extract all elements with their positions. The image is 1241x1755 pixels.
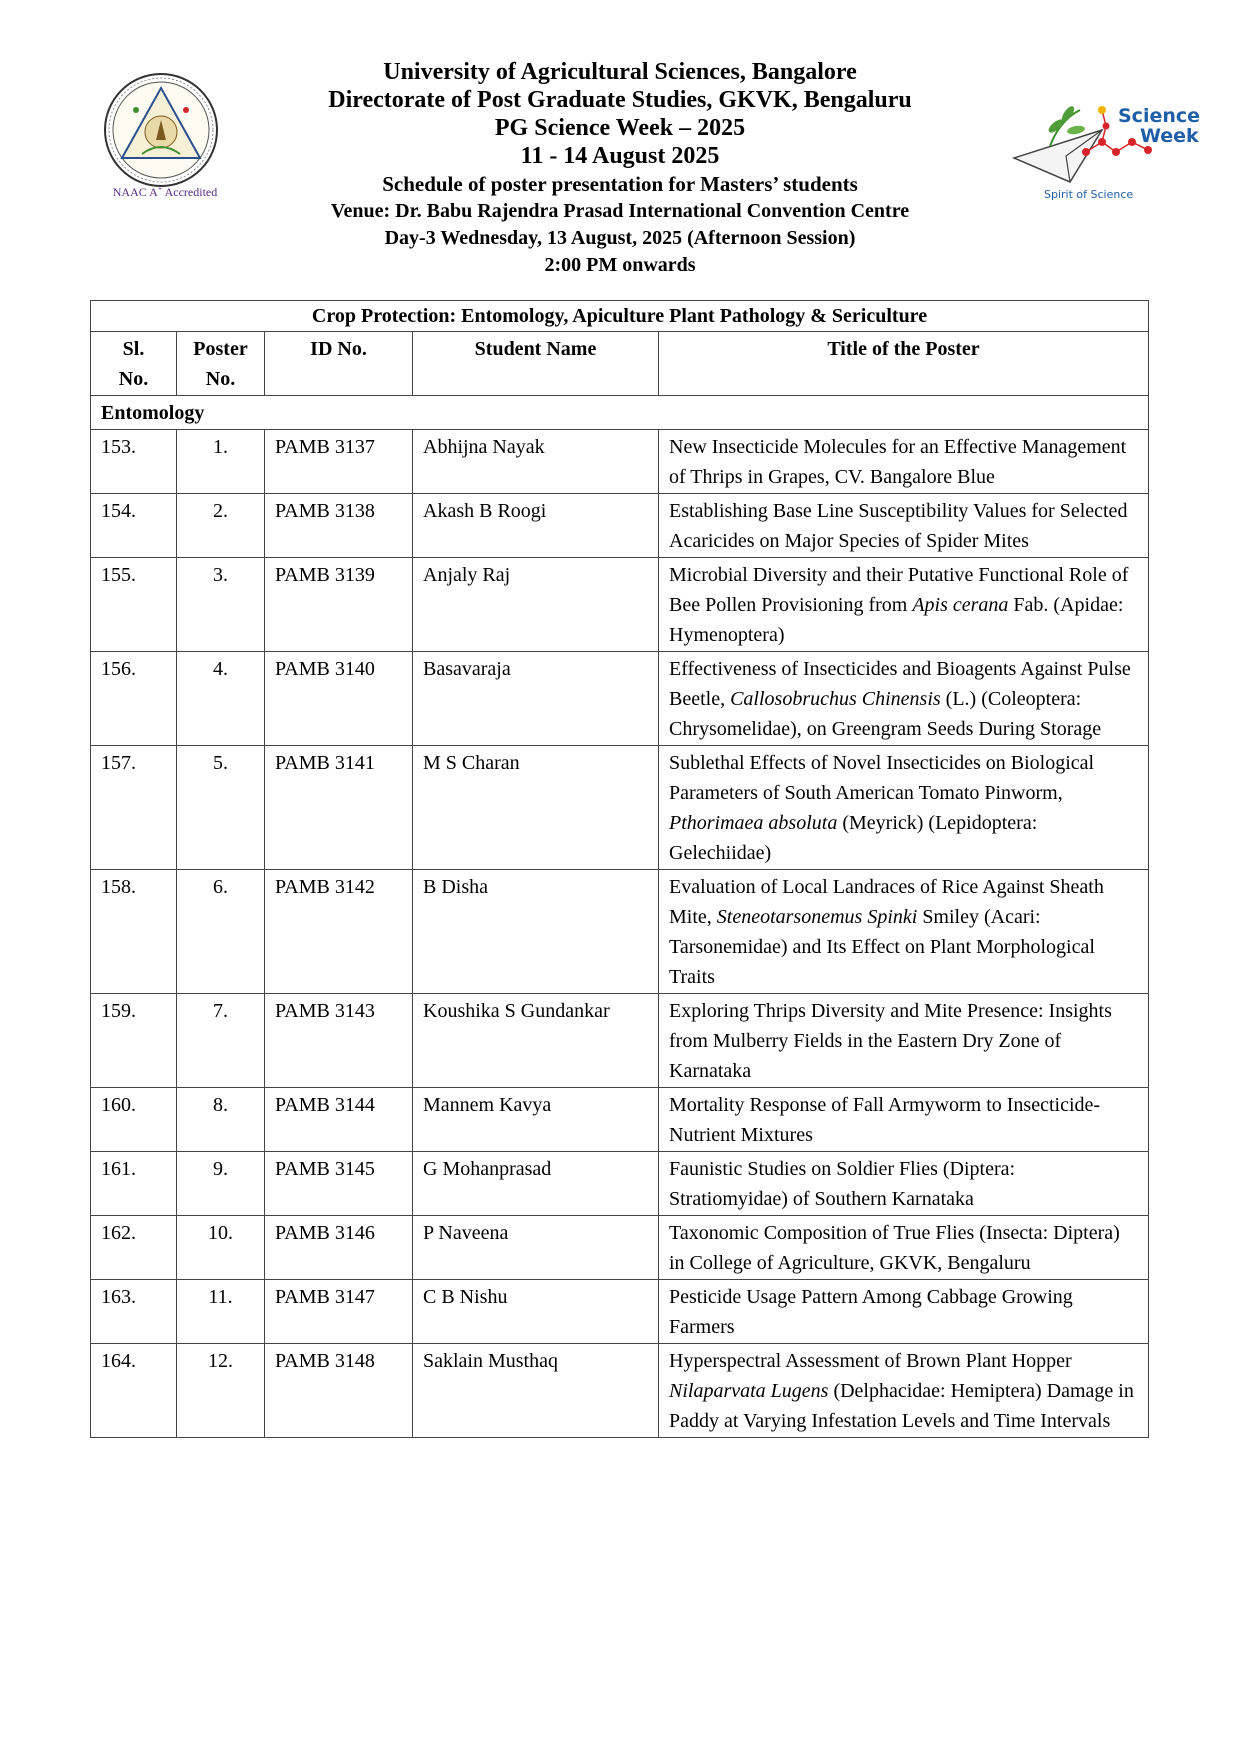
- table-caption-row: [91, 301, 1149, 332]
- sl-no-cell: 155.: [91, 558, 177, 652]
- section-row: [91, 396, 1149, 430]
- student-name-cell: M S Charan: [413, 746, 659, 870]
- poster-title-cell: Exploring Thrips Diversity and Mite Presence: Insights from Mulberry Fields in the Eastern Dry Zone of Karnataka: [659, 994, 1149, 1088]
- poster-title-cell: Hyperspectral Assessment of Brown Plant Hopper Nilaparvata Lugens (Delphacidae: Hemiptera) Damage in Paddy at Varying Infestation Levels and Time Intervals: [659, 1344, 1149, 1438]
- science-week-logo: [1010, 96, 1200, 206]
- poster-title-cell: Establishing Base Line Susceptibility Values for Selected Acaricides on Major Species of Spider Mites: [659, 494, 1149, 558]
- sl-no-cell: 163.: [91, 1280, 177, 1344]
- species-name: Apis cerana: [912, 594, 1009, 616]
- student-name-cell: Mannem Kavya: [413, 1088, 659, 1152]
- sl-no-cell: 159.: [91, 994, 177, 1088]
- poster-no-cell: 3.: [177, 558, 265, 652]
- session-day: Day-3 Wednesday, 13 August, 2025 (Afternoon Session): [384, 227, 856, 249]
- poster-no-cell: 1.: [177, 430, 265, 494]
- sl-no-cell: 156.: [91, 652, 177, 746]
- id-no-cell: PAMB 3147: [265, 1280, 413, 1344]
- table-row: [91, 994, 1149, 1088]
- id-no-cell: PAMB 3146: [265, 1216, 413, 1280]
- section-label-entomology: Entomology: [91, 396, 1149, 430]
- svg-text:Spirit of Science: Spirit of Science: [1044, 188, 1134, 201]
- student-name-cell: P Naveena: [413, 1216, 659, 1280]
- poster-no-cell: 8.: [177, 1088, 265, 1152]
- table-row: [91, 1344, 1149, 1438]
- table-row: [91, 1280, 1149, 1344]
- poster-title-cell: New Insecticide Molecules for an Effective Management of Thrips in Grapes, CV. Bangalore Blue: [659, 430, 1149, 494]
- sl-no-cell: 154.: [91, 494, 177, 558]
- poster-schedule-table: [90, 300, 1149, 1438]
- student-name-cell: Anjaly Raj: [413, 558, 659, 652]
- table-row: [91, 494, 1149, 558]
- poster-title-cell: Microbial Diversity and their Putative Functional Role of Bee Pollen Provisioning from Apis cerana Fab. (Apidae: Hymenoptera): [659, 558, 1149, 652]
- species-name: Steneotarsonemus Spinki: [716, 906, 918, 928]
- student-name-cell: Saklain Musthaq: [413, 1344, 659, 1438]
- table-row: [91, 558, 1149, 652]
- sl-no-cell: 157.: [91, 746, 177, 870]
- poster-title-cell: Mortality Response of Fall Armyworm to Insecticide-Nutrient Mixtures: [659, 1088, 1149, 1152]
- student-name-cell: G Mohanprasad: [413, 1152, 659, 1216]
- student-name-cell: Akash B Roogi: [413, 494, 659, 558]
- sl-no-cell: 160.: [91, 1088, 177, 1152]
- poster-title-cell: Sublethal Effects of Novel Insecticides on Biological Parameters of South American Tomato Pinworm, Pthorimaea absoluta (Meyrick) (Lepidoptera: Gelechiidae): [659, 746, 1149, 870]
- poster-no-cell: 11.: [177, 1280, 265, 1344]
- sl-no-cell: 153.: [91, 430, 177, 494]
- svg-text:Week: Week: [1140, 125, 1199, 147]
- poster-title-cell: Taxonomic Composition of True Flies (Insecta: Diptera) in College of Agriculture, GKVK, Bengaluru: [659, 1216, 1149, 1280]
- table-row: [91, 652, 1149, 746]
- column-header-student-name: Student Name: [413, 332, 659, 396]
- table-body: [91, 396, 1149, 1438]
- poster-no-cell: 5.: [177, 746, 265, 870]
- student-name-cell: Abhijna Nayak: [413, 430, 659, 494]
- species-name: Pthorimaea absoluta: [669, 812, 838, 834]
- sl-no-cell: 164.: [91, 1344, 177, 1438]
- table-header-row: [91, 332, 1149, 396]
- poster-title-cell: Effectiveness of Insecticides and Bioagents Against Pulse Beetle, Callosobruchus Chinensis (L.) (Coleoptera: Chrysomelidae), on Greengram Seeds During Storage: [659, 652, 1149, 746]
- poster-no-cell: 9.: [177, 1152, 265, 1216]
- student-name-cell: B Disha: [413, 870, 659, 994]
- session-time: 2:00 PM onwards: [544, 254, 696, 276]
- sl-no-cell: 161.: [91, 1152, 177, 1216]
- id-no-cell: PAMB 3140: [265, 652, 413, 746]
- poster-title-cell: Faunistic Studies on Soldier Flies (Diptera: Stratiomyidae) of Southern Karnataka: [659, 1152, 1149, 1216]
- column-header-id-no: ID No.: [265, 332, 413, 396]
- poster-no-cell: 12.: [177, 1344, 265, 1438]
- table-row: [91, 1088, 1149, 1152]
- column-header-sl-no: Sl. No.: [91, 332, 177, 396]
- university-seal-logo: [96, 70, 226, 200]
- id-no-cell: PAMB 3142: [265, 870, 413, 994]
- event-name: PG Science Week – 2025: [494, 115, 746, 141]
- document-header: [240, 58, 1000, 279]
- poster-no-cell: 4.: [177, 652, 265, 746]
- student-name-cell: Koushika S Gundankar: [413, 994, 659, 1088]
- poster-title-cell: Pesticide Usage Pattern Among Cabbage Growing Farmers: [659, 1280, 1149, 1344]
- directorate-name: Directorate of Post Graduate Studies, GKVK, Bengaluru: [328, 87, 912, 113]
- table-row: [91, 430, 1149, 494]
- id-no-cell: PAMB 3137: [265, 430, 413, 494]
- schedule-title: Schedule of poster presentation for Masters’ students: [382, 172, 858, 196]
- id-no-cell: PAMB 3138: [265, 494, 413, 558]
- poster-no-cell: 7.: [177, 994, 265, 1088]
- poster-no-cell: 2.: [177, 494, 265, 558]
- sl-no-cell: 162.: [91, 1216, 177, 1280]
- venue: Venue: Dr. Babu Rajendra Prasad International Convention Centre: [330, 200, 910, 222]
- poster-title-cell: Evaluation of Local Landraces of Rice Against Sheath Mite, Steneotarsonemus Spinki Smiley (Acari: Tarsonemidae) and Its Effect on Plant Morphological Traits: [659, 870, 1149, 994]
- id-no-cell: PAMB 3139: [265, 558, 413, 652]
- table-row: [91, 1216, 1149, 1280]
- poster-no-cell: 10.: [177, 1216, 265, 1280]
- id-no-cell: PAMB 3148: [265, 1344, 413, 1438]
- id-no-cell: PAMB 3143: [265, 994, 413, 1088]
- column-header-poster-title: Title of the Poster: [659, 332, 1149, 396]
- naac-accreditation: NAAC A+ Accredited: [112, 184, 218, 199]
- id-no-cell: PAMB 3145: [265, 1152, 413, 1216]
- sl-no-cell: 158.: [91, 870, 177, 994]
- event-dates: 11 - 14 August 2025: [520, 143, 720, 169]
- student-name-cell: C B Nishu: [413, 1280, 659, 1344]
- university-name: University of Agricultural Sciences, Bangalore: [383, 59, 857, 85]
- species-name: Callosobruchus Chinensis: [730, 688, 941, 710]
- svg-text:Science: Science: [1118, 105, 1200, 127]
- table-caption: Crop Protection: Entomology, Apiculture Plant Pathology & Sericulture: [91, 301, 1149, 332]
- id-no-cell: PAMB 3144: [265, 1088, 413, 1152]
- species-name: Nilaparvata Lugens: [669, 1380, 829, 1402]
- table-row: [91, 1152, 1149, 1216]
- student-name-cell: Basavaraja: [413, 652, 659, 746]
- table-row: [91, 870, 1149, 994]
- id-no-cell: PAMB 3141: [265, 746, 413, 870]
- column-header-poster-no: Poster No.: [177, 332, 265, 396]
- table-row: [91, 746, 1149, 870]
- poster-no-cell: 6.: [177, 870, 265, 994]
